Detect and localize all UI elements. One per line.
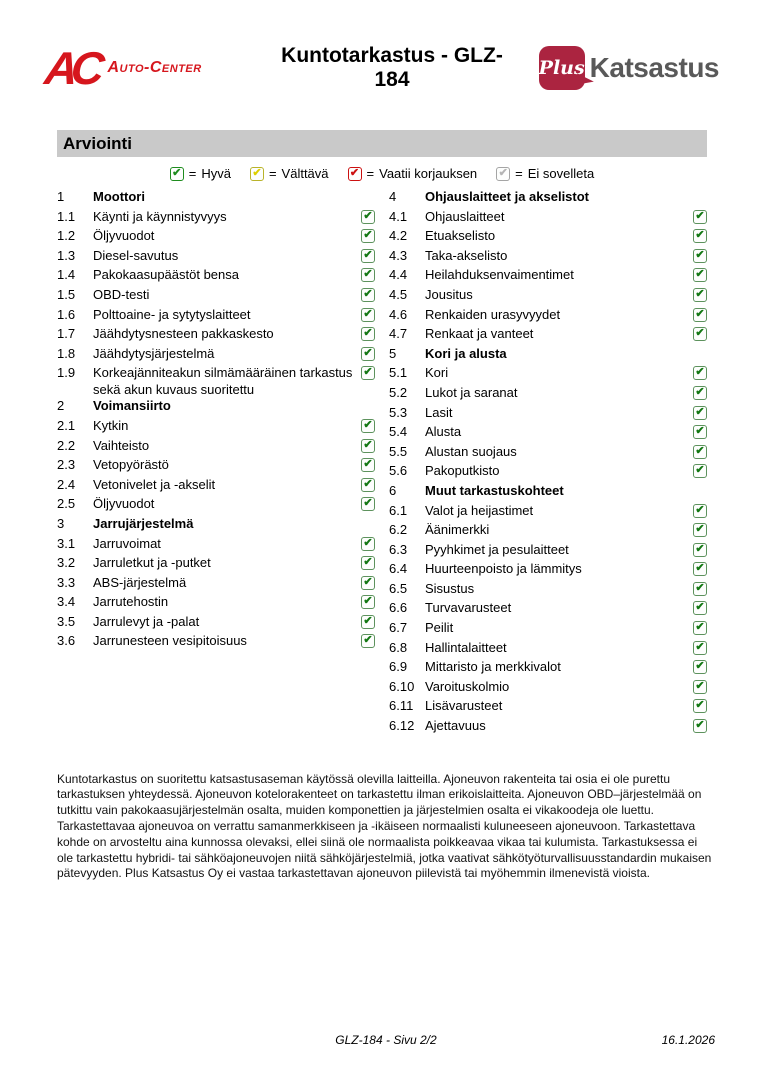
section-title: Kori ja alusta bbox=[425, 345, 507, 361]
check-icon: ✔ bbox=[349, 166, 360, 179]
status-checkbox-icon bbox=[693, 523, 707, 537]
item-label: Varoituskolmio bbox=[425, 678, 510, 694]
check-icon: ✔ bbox=[695, 719, 705, 732]
status-checkbox-icon bbox=[693, 445, 707, 459]
check-icon: ✔ bbox=[695, 523, 705, 536]
item-label: Jarruletkut ja -putket bbox=[93, 555, 211, 571]
status-checkbox-icon bbox=[361, 439, 375, 453]
checklist-row bbox=[389, 679, 707, 699]
status-checkbox-icon bbox=[693, 504, 707, 518]
status-checkbox-icon bbox=[361, 249, 375, 263]
item-label: Ohjauslaitteet bbox=[425, 208, 505, 224]
legend-label: Välttävä bbox=[281, 166, 329, 181]
page-title: Kuntotarkastus - GLZ-184 bbox=[281, 44, 503, 91]
item-number: 3.4 bbox=[57, 594, 76, 610]
status-checkbox-icon bbox=[693, 288, 707, 302]
check-icon: ✔ bbox=[363, 634, 373, 647]
check-icon: ✔ bbox=[695, 327, 705, 340]
status-checkbox-icon bbox=[693, 386, 707, 400]
item-label: Turvavarusteet bbox=[425, 600, 512, 616]
item-label: Lukot ja saranat bbox=[425, 384, 518, 400]
status-checkbox-icon bbox=[361, 634, 375, 648]
item-label: Pakokaasupäästöt bensa bbox=[93, 267, 239, 283]
item-label: Äänimerkki bbox=[425, 522, 490, 538]
item-number: 6.8 bbox=[389, 639, 408, 655]
item-label: Valot ja heijastimet bbox=[425, 502, 534, 518]
item-number: 1.9 bbox=[57, 365, 76, 381]
checklist-row bbox=[57, 228, 375, 248]
item-label: Jarrutehostin bbox=[93, 594, 169, 610]
section-title: Moottori bbox=[93, 189, 145, 204]
check-icon: ✔ bbox=[363, 556, 373, 569]
status-checkbox-icon bbox=[693, 660, 707, 674]
checklist-row bbox=[57, 326, 375, 346]
status-checkbox-icon bbox=[361, 366, 375, 380]
status-checkbox-icon bbox=[361, 347, 375, 361]
footer-date: 16.1.2026 bbox=[661, 1033, 715, 1047]
section-number: 3 bbox=[57, 515, 65, 531]
status-checkbox-icon bbox=[693, 562, 707, 576]
item-label: Pyyhkimet ja pesulaitteet bbox=[425, 541, 569, 557]
checklist-row bbox=[57, 457, 375, 477]
check-icon: ✔ bbox=[363, 248, 373, 261]
item-label: Kori bbox=[425, 365, 449, 381]
status-checkbox-icon bbox=[693, 601, 707, 615]
item-label: Jäähdytysjärjestelmä bbox=[93, 345, 215, 361]
legend-label: Hyvä bbox=[201, 166, 231, 181]
item-number: 1.8 bbox=[57, 345, 76, 361]
item-number: 5.3 bbox=[389, 404, 408, 420]
status-checkbox-icon bbox=[361, 229, 375, 243]
checklist-row bbox=[389, 463, 707, 483]
check-icon: ✔ bbox=[363, 418, 373, 431]
item-number: 1.6 bbox=[57, 306, 76, 322]
check-icon: ✔ bbox=[695, 307, 705, 320]
checklist-row bbox=[389, 542, 707, 562]
item-label: Vaihteisto bbox=[93, 437, 150, 453]
check-icon: ✔ bbox=[363, 307, 373, 320]
item-label: OBD-testi bbox=[93, 286, 150, 302]
status-checkbox-icon bbox=[361, 497, 375, 511]
item-number: 4.4 bbox=[389, 267, 408, 283]
checklist-row bbox=[389, 385, 707, 405]
check-icon: ✔ bbox=[695, 366, 705, 379]
item-number: 4.1 bbox=[389, 208, 408, 224]
item-number: 6.9 bbox=[389, 659, 408, 675]
item-label: Peilit bbox=[425, 620, 454, 636]
item-number: 6.1 bbox=[389, 502, 408, 518]
checklist-section-header bbox=[389, 189, 707, 209]
auto-center-logo-text: Auto-Center bbox=[107, 59, 202, 76]
item-number: 5.1 bbox=[389, 365, 408, 381]
footer-page-label: GLZ-184 - Sivu 2/2 bbox=[335, 1033, 437, 1047]
status-checkbox-icon bbox=[361, 458, 375, 472]
status-checkbox-icon bbox=[693, 621, 707, 635]
check-icon: ✔ bbox=[363, 268, 373, 281]
status-checkbox-icon bbox=[693, 268, 707, 282]
check-icon: ✔ bbox=[695, 385, 705, 398]
status-checkbox-icon bbox=[361, 288, 375, 302]
status-checkbox-icon bbox=[693, 406, 707, 420]
check-icon: ✔ bbox=[695, 679, 705, 692]
check-icon: ✔ bbox=[695, 699, 705, 712]
katsastus-logo-text: Katsastus bbox=[589, 52, 719, 83]
status-checkbox-icon bbox=[693, 229, 707, 243]
status-checkbox-icon bbox=[693, 719, 707, 733]
legend-item bbox=[348, 166, 478, 181]
status-checkbox-icon bbox=[361, 210, 375, 224]
status-checkbox-icon bbox=[361, 268, 375, 282]
item-label: Etuakselisto bbox=[425, 228, 496, 244]
status-checkbox-icon bbox=[361, 556, 375, 570]
item-label: Alusta bbox=[425, 424, 462, 440]
checklist-row bbox=[389, 640, 707, 660]
check-icon: ✔ bbox=[363, 287, 373, 300]
plus-badge-icon: Plus bbox=[539, 46, 585, 90]
check-icon: ✔ bbox=[363, 575, 373, 588]
checklist-row bbox=[57, 248, 375, 268]
item-label: Lisävarusteet bbox=[425, 698, 503, 714]
item-number: 6.11 bbox=[389, 698, 414, 714]
checklist-row bbox=[389, 620, 707, 640]
legend-equals: = bbox=[188, 166, 197, 181]
legend-checkbox-icon bbox=[250, 167, 264, 181]
status-checkbox-icon bbox=[693, 327, 707, 341]
check-icon: ✔ bbox=[363, 536, 373, 549]
check-icon: ✔ bbox=[695, 444, 705, 457]
checklist-row bbox=[389, 659, 707, 679]
checklist-row bbox=[389, 248, 707, 268]
checklist-section-header bbox=[57, 398, 375, 418]
legend-equals: = bbox=[515, 166, 523, 181]
section-number: 6 bbox=[389, 482, 397, 498]
check-icon: ✔ bbox=[363, 477, 373, 490]
section-number: 5 bbox=[389, 345, 397, 361]
item-number: 5.4 bbox=[389, 424, 408, 440]
item-label: Jarruvoimat bbox=[93, 535, 161, 551]
checklist-row bbox=[389, 581, 707, 601]
item-number: 2.4 bbox=[57, 476, 76, 492]
item-number: 1.3 bbox=[57, 247, 76, 263]
item-number: 6.2 bbox=[389, 522, 408, 538]
item-label: Ajettavuus bbox=[425, 718, 486, 734]
status-checkbox-icon bbox=[361, 478, 375, 492]
checklist-row bbox=[57, 555, 375, 575]
item-label: Käynti ja käynnistyvyys bbox=[93, 208, 227, 224]
check-icon: ✔ bbox=[363, 209, 373, 222]
item-label: Sisustus bbox=[425, 580, 475, 596]
item-number: 5.5 bbox=[389, 443, 408, 459]
plus-katsastus-logo bbox=[519, 46, 719, 90]
item-label: Polttoaine- ja sytytyslaitteet bbox=[93, 306, 251, 322]
item-number: 4.5 bbox=[389, 286, 408, 302]
checklist-row bbox=[57, 418, 375, 438]
section-title: Voimansiirto bbox=[93, 398, 171, 414]
item-label: Mittaristo ja merkkivalot bbox=[425, 659, 561, 675]
legend-checkbox-icon bbox=[170, 167, 184, 181]
check-icon: ✔ bbox=[363, 327, 373, 340]
check-icon: ✔ bbox=[695, 464, 705, 477]
item-number: 5.6 bbox=[389, 463, 408, 479]
checklist-row bbox=[57, 496, 375, 516]
checklist-row bbox=[57, 614, 375, 634]
legend-label: Ei sovelleta bbox=[527, 166, 595, 181]
item-number: 1.2 bbox=[57, 228, 76, 244]
status-checkbox-icon bbox=[693, 543, 707, 557]
item-number: 4.2 bbox=[389, 228, 408, 244]
item-number: 5.2 bbox=[389, 384, 408, 400]
item-label: Vetonivelet ja -akselit bbox=[93, 476, 216, 492]
status-checkbox-icon bbox=[361, 327, 375, 341]
status-checkbox-icon bbox=[693, 425, 707, 439]
checklist-row bbox=[57, 365, 375, 398]
item-label: Jäähdytysnesteen pakkaskesto bbox=[93, 326, 274, 342]
checklist-row bbox=[389, 698, 707, 718]
item-number: 6.4 bbox=[389, 561, 408, 577]
check-icon: ✔ bbox=[695, 248, 705, 261]
checklist-column-right bbox=[389, 189, 707, 738]
check-icon: ✔ bbox=[695, 405, 705, 418]
item-label: Pakoputkisto bbox=[425, 463, 500, 479]
section-heading-arviointi: Arviointi bbox=[57, 130, 707, 157]
checklist-row bbox=[389, 718, 707, 738]
checklist-row bbox=[389, 326, 707, 346]
checklist-section-header bbox=[57, 516, 375, 536]
status-checkbox-icon bbox=[693, 641, 707, 655]
legend-checkbox-icon bbox=[348, 167, 362, 181]
legend-equals: = bbox=[268, 166, 277, 181]
check-icon: ✔ bbox=[695, 581, 705, 594]
checklist-row bbox=[57, 594, 375, 614]
checklist-row bbox=[389, 444, 707, 464]
checklist-section-header bbox=[389, 346, 707, 366]
check-icon: ✔ bbox=[695, 640, 705, 653]
item-number: 6.7 bbox=[389, 620, 408, 636]
checklist-row bbox=[389, 228, 707, 248]
item-label: Taka-akselisto bbox=[425, 247, 508, 263]
item-number: 2.1 bbox=[57, 417, 76, 433]
status-checkbox-icon bbox=[361, 615, 375, 629]
check-icon: ✔ bbox=[695, 660, 705, 673]
check-icon: ✔ bbox=[695, 601, 705, 614]
item-label: Kytkin bbox=[93, 417, 129, 433]
item-label: Öljyvuodot bbox=[93, 228, 155, 244]
auto-center-logo-icon: AC bbox=[42, 42, 101, 94]
item-label: Hallintalaitteet bbox=[425, 639, 507, 655]
check-icon: ✔ bbox=[363, 614, 373, 627]
checklist-row bbox=[389, 503, 707, 523]
item-label: Alustan suojaus bbox=[425, 443, 517, 459]
checklist bbox=[57, 189, 707, 738]
checklist-row bbox=[57, 575, 375, 595]
status-checkbox-icon bbox=[693, 249, 707, 263]
item-label: Jarrunesteen vesipitoisuus bbox=[93, 633, 247, 649]
item-number: 6.10 bbox=[389, 678, 415, 694]
check-icon: ✔ bbox=[695, 562, 705, 575]
disclaimer-text: Kuntotarkastus on suoritettu katsastusaseman käytössä olevilla laitteilla. Ajoneuvon rakenteita tai osia ei ole purettu tarkastuksen yhteydessä. Ajoneuvon kotelorakenteet on tarkastettu ilman erikoislaitteita. Ajoneuvon OBD–järjestelmää on tutkittu vain pakokaasujärjestelmän osalta, muiden komponettien ja järjestelmien osalta ei vikakoodeja ole luettu. Tarkastettavaa ajoneuvoa on verrattu samanmerkkiseen ja -ikäiseen normaalisti kuluneeseen ajoneuvoon. Tarkastettava kohde on arvosteltu aina kunnossa olevaksi, ellei siinä ole normaalista poikkeavaa vikaa tai kulumista. Tarkastuksessa ei ole tarkastettu hybridi- tai sähköajoneuvojen niitä sähköjärjestelmiä, jotka vaativat sähkötyöturvallisuusstandardin mukaisen pätevyyden. Plus Katsastus Oy ei vastaa tarkastettavan ajoneuvon piilevistä tai myöhemmin ilmenevistä vioista. bbox=[57, 771, 712, 881]
check-icon: ✔ bbox=[363, 438, 373, 451]
item-label: Renkaiden urasyvyydet bbox=[425, 306, 561, 322]
item-label: Korkeajänniteakun silmämääräinen tarkastus sekä akun kuvaus suoritettu bbox=[93, 365, 353, 397]
check-icon: ✔ bbox=[498, 166, 508, 179]
legend-checkbox-icon bbox=[496, 167, 510, 181]
item-number: 3.5 bbox=[57, 613, 76, 629]
check-icon: ✔ bbox=[363, 497, 373, 510]
item-number: 4.6 bbox=[389, 306, 408, 322]
status-checkbox-icon bbox=[693, 366, 707, 380]
status-checkbox-icon bbox=[693, 699, 707, 713]
checklist-row bbox=[389, 424, 707, 444]
checklist-row bbox=[57, 267, 375, 287]
checklist-row bbox=[389, 365, 707, 385]
checklist-row bbox=[57, 287, 375, 307]
auto-center-logo bbox=[42, 42, 265, 94]
check-icon: ✔ bbox=[695, 209, 705, 222]
item-number: 1.1 bbox=[57, 208, 76, 224]
checklist-row bbox=[57, 536, 375, 556]
check-icon: ✔ bbox=[695, 425, 705, 438]
check-icon: ✔ bbox=[172, 166, 182, 179]
check-icon: ✔ bbox=[695, 268, 705, 281]
status-checkbox-icon bbox=[693, 464, 707, 478]
check-icon: ✔ bbox=[363, 595, 373, 608]
item-number: 3.2 bbox=[57, 555, 76, 571]
status-checkbox-icon bbox=[361, 576, 375, 590]
item-label: Lasit bbox=[425, 404, 453, 420]
item-label: ABS-järjestelmä bbox=[93, 574, 187, 590]
item-number: 2.3 bbox=[57, 457, 76, 473]
item-label: Renkaat ja vanteet bbox=[425, 326, 534, 342]
item-number: 6.12 bbox=[389, 718, 415, 734]
check-icon: ✔ bbox=[695, 229, 705, 242]
status-checkbox-icon bbox=[361, 308, 375, 322]
checklist-row bbox=[389, 209, 707, 229]
status-checkbox-icon bbox=[361, 419, 375, 433]
checklist-row bbox=[57, 209, 375, 229]
item-number: 6.3 bbox=[389, 541, 408, 557]
item-label: Huurteenpoisto ja lämmitys bbox=[425, 561, 582, 577]
section-number: 2 bbox=[57, 398, 65, 414]
section-title: Jarrujärjestelmä bbox=[93, 515, 194, 531]
legend-equals: = bbox=[366, 166, 375, 181]
item-number: 1.5 bbox=[57, 286, 76, 302]
item-number: 2.2 bbox=[57, 437, 76, 453]
check-icon: ✔ bbox=[363, 346, 373, 359]
item-number: 6.5 bbox=[389, 580, 408, 596]
checklist-row bbox=[389, 561, 707, 581]
item-number: 4.3 bbox=[389, 247, 408, 263]
checklist-section-header bbox=[389, 483, 707, 503]
checklist-row bbox=[389, 405, 707, 425]
check-icon: ✔ bbox=[252, 166, 262, 179]
checklist-row bbox=[57, 633, 375, 653]
item-number: 1.7 bbox=[57, 326, 76, 342]
check-icon: ✔ bbox=[363, 458, 373, 471]
item-number: 3.3 bbox=[57, 574, 76, 590]
section-title: Muut tarkastuskohteet bbox=[425, 482, 564, 498]
legend-item bbox=[250, 166, 329, 181]
item-number: 2.5 bbox=[57, 496, 76, 512]
item-label: Öljyvuodot bbox=[93, 496, 155, 512]
checklist-row bbox=[57, 477, 375, 497]
item-number: 1.4 bbox=[57, 267, 76, 283]
item-number: 4.7 bbox=[389, 326, 408, 342]
report-header bbox=[0, 0, 764, 100]
section-number: 4 bbox=[389, 189, 397, 204]
legend-label: Vaatii korjauksen bbox=[379, 166, 478, 181]
checklist-column-left bbox=[57, 189, 375, 738]
item-label: Jarrulevyt ja -palat bbox=[93, 613, 200, 629]
legend-item bbox=[496, 166, 594, 181]
item-label: Jousitus bbox=[425, 286, 473, 302]
checklist-row bbox=[389, 307, 707, 327]
item-number: 3.1 bbox=[57, 535, 76, 551]
check-icon: ✔ bbox=[695, 542, 705, 555]
checklist-row bbox=[389, 287, 707, 307]
item-number: 6.6 bbox=[389, 600, 408, 616]
page-footer bbox=[57, 1033, 715, 1049]
checklist-row bbox=[389, 522, 707, 542]
status-checkbox-icon bbox=[693, 308, 707, 322]
item-label: Diesel-savutus bbox=[93, 247, 179, 263]
check-icon: ✔ bbox=[363, 366, 373, 379]
check-icon: ✔ bbox=[695, 287, 705, 300]
item-number: 3.6 bbox=[57, 633, 76, 649]
checklist-row bbox=[389, 267, 707, 287]
checklist-row bbox=[57, 307, 375, 327]
item-label: Vetopyörästö bbox=[93, 457, 169, 473]
check-icon: ✔ bbox=[363, 229, 373, 242]
legend bbox=[0, 166, 764, 181]
status-checkbox-icon bbox=[361, 595, 375, 609]
section-title: Ohjauslaitteet ja akselistot bbox=[425, 189, 590, 204]
item-label: Heilahduksenvaimentimet bbox=[425, 267, 574, 283]
status-checkbox-icon bbox=[693, 680, 707, 694]
checklist-section-header bbox=[57, 189, 375, 209]
check-icon: ✔ bbox=[695, 621, 705, 634]
status-checkbox-icon bbox=[693, 210, 707, 224]
status-checkbox-icon bbox=[693, 582, 707, 596]
checklist-row bbox=[57, 438, 375, 458]
checklist-row bbox=[57, 346, 375, 366]
legend-item bbox=[170, 166, 231, 181]
status-checkbox-icon bbox=[361, 537, 375, 551]
checklist-row bbox=[389, 600, 707, 620]
section-number: 1 bbox=[57, 189, 65, 204]
check-icon: ✔ bbox=[695, 503, 705, 516]
